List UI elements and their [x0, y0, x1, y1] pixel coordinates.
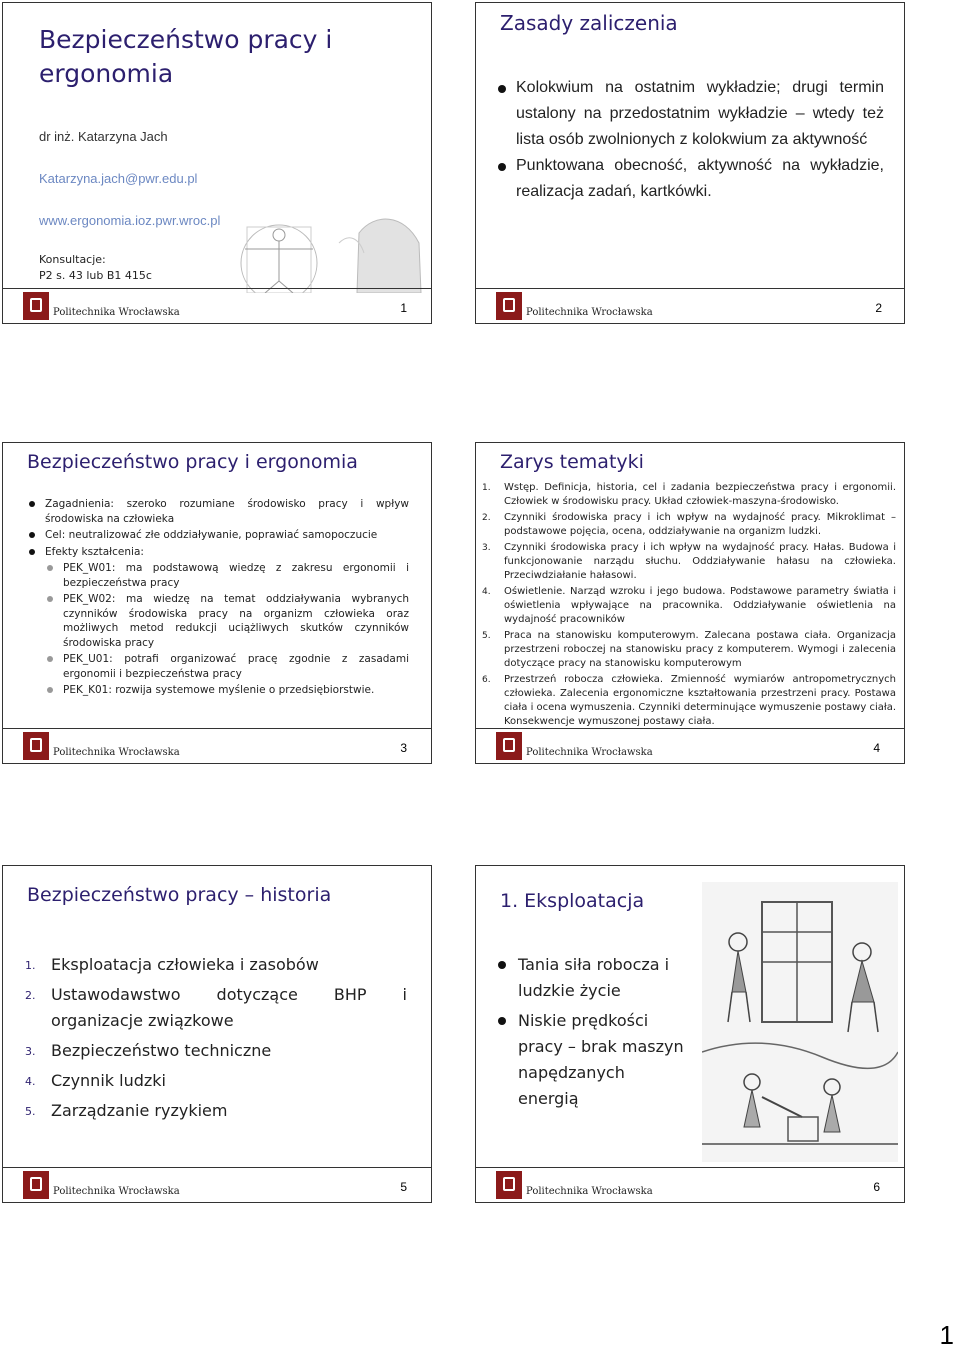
item-text: Przestrzeń robocza człowieka. Zmienność wymiarów antropometrycznych człowieka. Zalecenia ergonomiczne kształtowania przestrzeni pracy. Postawa ciała i ocena wymuszenia. Czynniki determinujące wymuszenie postawy ciała. Konsekwencje wymuszonej postawy ciała. [504, 674, 896, 727]
list-item [25, 1098, 407, 1124]
slide-title: Zarys tematyki [500, 451, 644, 473]
list-item [25, 952, 407, 978]
slide-2 [475, 2, 905, 324]
topic-list [482, 481, 896, 731]
slide-4 [475, 442, 905, 764]
page-number: 1 [400, 301, 407, 315]
item-number: 6. [482, 675, 491, 685]
crest-icon [496, 732, 522, 760]
consultation-label: Konsultacje: [39, 253, 106, 266]
university-logo [496, 1171, 653, 1199]
slide-title: 1. Eksploatacja [500, 890, 645, 912]
author: dr inż. Katarzyna Jach [39, 129, 168, 144]
logo-text: Politechnika Wrocławska [53, 747, 180, 758]
list-item: Tania siła robocza i ludzkie życie [498, 952, 688, 1004]
consultation-value: P2 s. 43 lub B1 415c [39, 269, 152, 282]
list-item [25, 982, 407, 1034]
history-list [25, 952, 407, 1128]
item-text: organizacje związkowe [51, 1011, 234, 1030]
university-logo [496, 732, 653, 760]
item-text: Bezpieczeństwo techniczne [51, 1041, 272, 1060]
logo-text: Politechnika Wrocławska [526, 1186, 653, 1197]
list-item [482, 629, 896, 671]
item-number: 2. [25, 989, 36, 1002]
slide-footer [476, 1167, 904, 1202]
item-text: Czynniki środowiska pracy i ich wpływ na wydajność pracy. Mikroklimat – podstawowe pojęcia, ocena, oddziaływanie na organizm ludzki. [504, 512, 896, 537]
crest-icon [23, 1171, 49, 1199]
item-text: Wstęp. Definicja, historia, cel i zadania bezpieczeństwa pracy i ergonomii. Człowiek w środowisku pracy. Układ człowiek-maszyna-środowisko. [504, 482, 896, 507]
list-item [482, 481, 896, 509]
slide-title: Bezpieczeństwo pracy – historia [27, 884, 332, 906]
list-item: Kolokwium na ostatnim wykładzie; drugi termin ustalony na przedostatnim wykładzie – wtedy też lista osób zwolnionych z kolokwium za aktywność [498, 75, 884, 153]
slide-3 [2, 442, 432, 764]
slide-footer [3, 728, 431, 763]
slide-1 [2, 2, 432, 324]
list-item: Niskie prędkości pracy – brak maszyn napędzanych energią [498, 1008, 688, 1112]
item-number: 3. [482, 543, 491, 553]
item-text: Oświetlenie. Narząd wzroku i jego budowa. Podstawowe parametry światła i oświetlenia wpływające na pracownika. Oddziaływanie oświetlenia na wydajność pracowników [504, 586, 896, 625]
logo-text: Politechnika Wrocławska [526, 747, 653, 758]
slide-5 [2, 865, 432, 1203]
list-item [482, 585, 896, 627]
sheet-page-number: 1 [939, 1320, 954, 1350]
item-text: Praca na stanowisku komputerowym. Zalecana postawa ciała. Organizacja przestrzeni roboczej na stanowisku pracy z komputerem. Wymogi i zalecenia dotyczące pracy na stanowisku komputerowym [504, 630, 896, 669]
sub-list-item: PEK_W02: ma wiedzę na temat oddziaływania wybranych czynników środowiska pracy na organizm człowieka oraz możliwych metod redukcji uciążliwych skutków czynników środowiska pracy [29, 592, 409, 650]
item-number: 1. [25, 959, 36, 972]
item-number: 1. [482, 483, 491, 493]
page-number: 5 [400, 1180, 407, 1194]
bullet-list [498, 75, 884, 205]
item-number: 5. [25, 1105, 36, 1118]
slide-body [29, 497, 409, 700]
slide-title: Bezpieczeństwo pracy i ergonomia [39, 25, 333, 88]
list-item: Punktowana obecność, aktywność na wykładzie, realizacja zadań, kartkówki. [498, 153, 884, 205]
item-text: Ustawodawstwo [51, 985, 181, 1004]
item-text: dotyczące [216, 985, 298, 1004]
item-text: BHP [333, 985, 367, 1004]
list-item: Zagadnienia: szeroko rozumiane środowisko pracy i wpływ środowiska na człowieka [29, 497, 409, 526]
page-number: 3 [400, 741, 407, 755]
list-item [25, 1068, 407, 1094]
item-text: Czynniki środowiska pracy i ich wpływ na wydajność pracy. Hałas. Budowa i funkcjonowanie narządu słuchu. Oddziaływanie hałasu na człowieka. Przeciwdziałanie hałasowi. [504, 542, 896, 581]
item-text: Zarządzanie ryzykiem [51, 1101, 228, 1120]
item-text: i [402, 985, 407, 1004]
crest-icon [23, 292, 49, 320]
item-number: 4. [482, 587, 491, 597]
vitruvian-man-image [239, 203, 429, 293]
slide-footer [476, 288, 904, 323]
sub-list-item: PEK_K01: rozwija systemowe myślenie o przedsiębiorstwie. [29, 683, 409, 698]
website-link[interactable]: www.ergonomia.ioz.pwr.wroc.pl [39, 213, 221, 228]
list-item: Cel: neutralizować złe oddziaływanie, poprawiać samopoczucie [29, 528, 409, 543]
crest-icon [496, 292, 522, 320]
item-text: Eksploatacja człowieka i zasobów [51, 955, 319, 974]
slide-footer [476, 728, 904, 763]
slide-title: Bezpieczeństwo pracy i ergonomia [27, 451, 358, 473]
list-item: Efekty kształcenia: [29, 545, 409, 560]
page-number: 4 [873, 741, 880, 755]
list-item [482, 673, 896, 729]
logo-text: Politechnika Wrocławska [53, 307, 180, 318]
university-logo [23, 732, 180, 760]
item-number: 4. [25, 1075, 36, 1088]
item-number: 2. [482, 513, 491, 523]
university-logo [496, 292, 653, 320]
page-number: 2 [875, 301, 882, 315]
list-item [25, 1038, 407, 1064]
woodcut-illustration [702, 882, 898, 1162]
item-text-line [51, 982, 407, 1008]
list-item [482, 511, 896, 539]
item-text: Czynnik ludzki [51, 1071, 166, 1090]
page-number: 6 [873, 1180, 880, 1194]
list-item [482, 541, 896, 583]
slide-title: Zasady zaliczenia [500, 11, 678, 35]
bullet-list [498, 952, 688, 1116]
slide-footer [3, 288, 431, 323]
logo-text: Politechnika Wrocławska [53, 1186, 180, 1197]
university-logo [23, 292, 180, 320]
crest-icon [496, 1171, 522, 1199]
logo-text: Politechnika Wrocławska [526, 307, 653, 318]
crest-icon [23, 732, 49, 760]
slide-footer [3, 1167, 431, 1202]
email-link[interactable]: Katarzyna.jach@pwr.edu.pl [39, 171, 198, 186]
university-logo [23, 1171, 180, 1199]
sub-list-item: PEK_W01: ma podstawową wiedzę z zakresu ergonomii i bezpieczeństwa pracy [29, 561, 409, 590]
slide-6 [475, 865, 905, 1203]
item-number: 3. [25, 1045, 36, 1058]
sub-list-item: PEK_U01: potrafi organizować pracę zgodnie z zasadami ergonomii i bezpieczeństwa pracy [29, 652, 409, 681]
item-number: 5. [482, 631, 491, 641]
